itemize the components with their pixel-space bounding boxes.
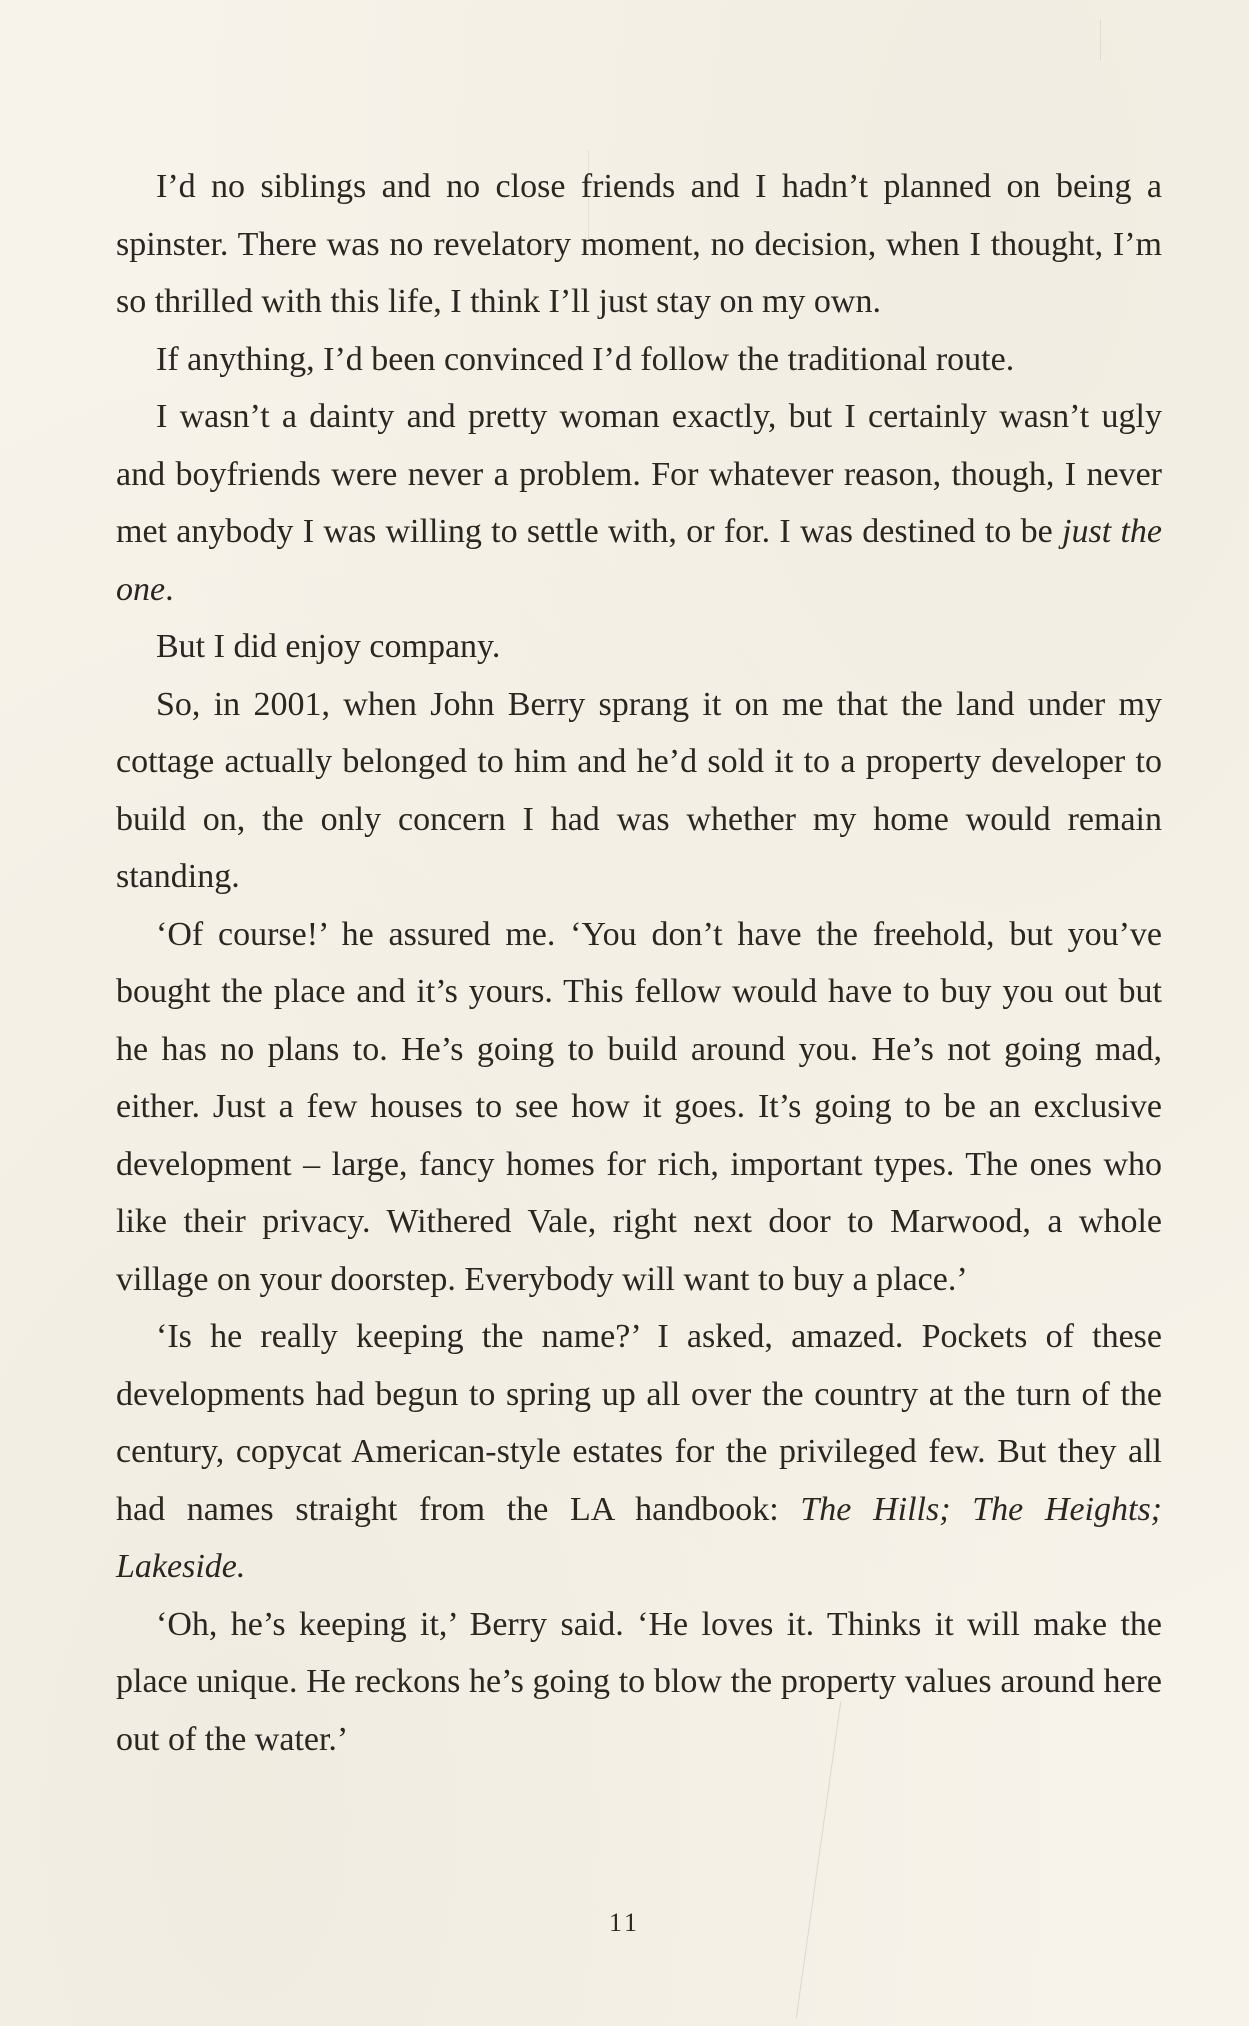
paragraph: I’d no siblings and no close friends and I hadn’t planned on being a spinster. There was no revelatory moment, no decision, when I thought, I’m so thrilled with this life, I think I’ll just stay on my own. [116,168,1162,320]
paragraph-text: ‘Is he really keeping the name?’ I asked, amazed. Pockets of these developments had begun to spring up all over the country at the turn of the century, copycat American-style estates for the privileged few. But they all had names straight from the LA handbook: [116,1318,1162,1528]
paragraph: But I did enjoy company. [156,628,501,665]
paragraph [116,1308,1162,1596]
paragraph: ‘Oh, he’s keeping it,’ Berry said. ‘He loves it. Thinks it will make the place unique. He reckons he’s going to blow the property values around here out of the water.’ [116,1605,1162,1758]
italic-text: just the one [116,513,1163,608]
paragraph [116,388,1162,618]
paragraph-text: . [165,570,174,608]
page-crease [1100,20,1101,60]
italic-text: The Hills; The Heights; Lakeside. [116,1490,1162,1585]
paragraph: So, in 2001, when John Berry sprang it on me that the land under my cottage actually belonged to him and he’d sold it to a property developer to build on, the only concern I had was whether my home would remain standing. [116,685,1162,895]
page-number: 11 [608,1908,641,1937]
body-text [116,158,1162,1768]
paragraph: ‘Of course!’ he assured me. ‘You don’t have the freehold, but you’ve bought the place and it’s yours. This fellow would have to buy you out but he has no plans to. He’s going to build around you. He’s not going mad, either. Just a few houses to see how it goes. It’s going to be an exclusive development – large, fancy homes for rich, important types. The ones who like their privacy. Withered Vale, right next door to Marwood, a whole village on your doorstep. Everybody will want to buy a place.’ [116,915,1162,1298]
paragraph-text: I wasn’t a dainty and pretty woman exactly, but I certainly wasn’t ugly and boyfriends were never a problem. For whatever reason, though, I never met anybody I was willing to settle with, or for. I was destined to be [116,398,1162,550]
paragraph: If anything, I’d been convinced I’d follow the traditional route. [156,340,1015,378]
